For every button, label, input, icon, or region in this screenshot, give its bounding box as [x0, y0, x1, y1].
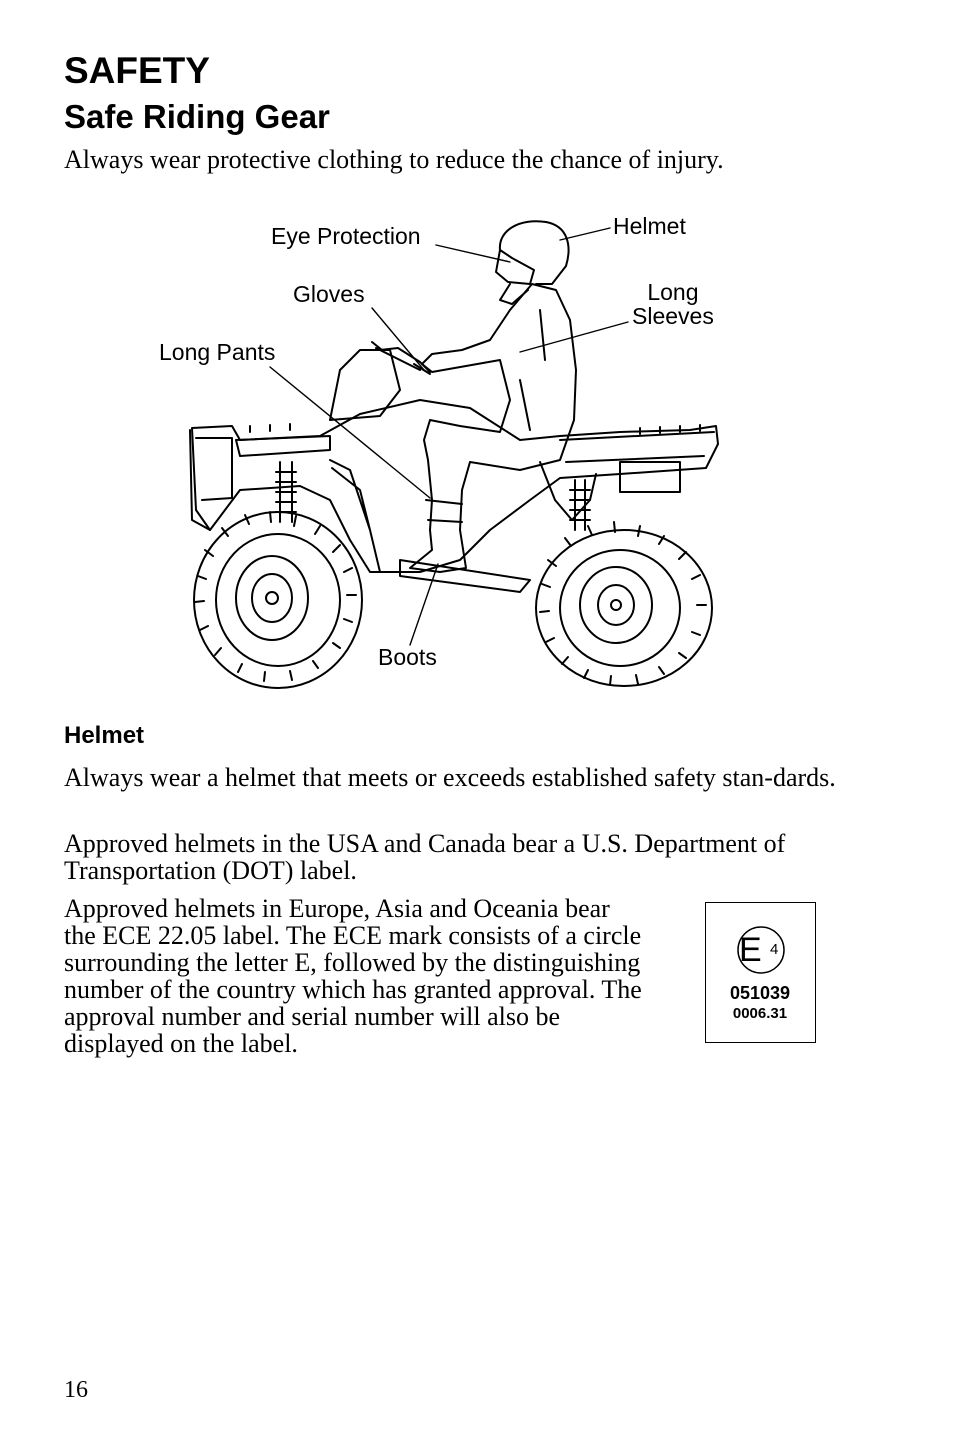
- ece-letter: E: [739, 931, 762, 969]
- callout-long-pants: Long Pants: [159, 339, 276, 365]
- helmet-paragraph-3: Approved helmets in Europe, Asia and Oceania bear the ECE 22.05 label. The ECE mark consists of a circle surrounding the letter E, followed by the distinguishing number of the country which has granted approval. The approval number and serial number will also be displayed on the label.: [64, 894, 642, 1058]
- page-number: 16: [64, 1377, 88, 1403]
- ece-country-number: 4: [770, 941, 779, 958]
- callout-eye-protection: Eye Protection: [271, 223, 421, 249]
- handlebar: [372, 342, 430, 374]
- subsection-title: Safe Riding Gear: [64, 98, 330, 135]
- atv-rider-illustration: [0, 200, 954, 700]
- ece-serial-number: 0006.31: [732, 1005, 788, 1022]
- ece-approval-number: 051039: [729, 983, 791, 1003]
- callout-long-sleeves: Long Sleeves: [632, 279, 714, 329]
- helmet-paragraph-2: Approved helmets in the USA and Canada bear a U.S. Department of Transportation (DOT) label.: [64, 829, 786, 885]
- atv-rider-drawing: [0, 200, 954, 700]
- callout-gloves: Gloves: [293, 281, 365, 307]
- callout-helmet: Helmet: [613, 213, 686, 239]
- section-title: SAFETY: [64, 50, 210, 91]
- rider: [410, 221, 576, 572]
- intro-text: Always wear protective clothing to reduce the chance of injury.: [64, 145, 724, 174]
- rear-wheel: [536, 522, 712, 686]
- ece-label-example: [705, 902, 816, 1043]
- helmet-heading: Helmet: [64, 722, 145, 749]
- callout-boots: Boots: [378, 644, 437, 670]
- front-wheel: [194, 512, 362, 688]
- helmet-paragraph-1: Always wear a helmet that meets or exceeds established safety stan-dards.: [64, 763, 836, 792]
